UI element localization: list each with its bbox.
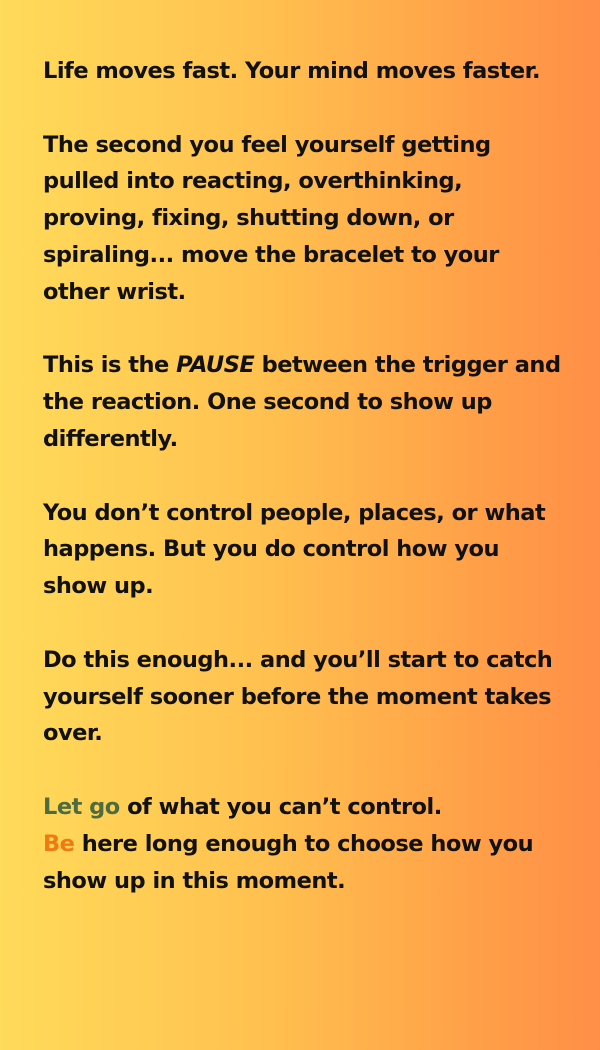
pause-rest-text: between the trigger and the reaction. One second to show up differently. bbox=[43, 352, 561, 452]
pause-emphasis: PAUSE bbox=[176, 352, 255, 379]
be-rest-text: here long enough to choose how you show up in this moment. bbox=[43, 830, 534, 894]
be-highlight: Be bbox=[43, 830, 75, 857]
pause-intro-text: This is the bbox=[43, 352, 177, 379]
paragraph-bracelet-instruction: The second you feel yourself getting pulled into reacting, overthinking, proving, fixing, shutting down, or spiraling... move the bracelet to your other wrist. bbox=[43, 131, 499, 305]
paragraph-let-go-be bbox=[43, 789, 563, 899]
let-go-rest-text: of what you can’t control. bbox=[119, 793, 442, 820]
message-card bbox=[43, 53, 563, 899]
paragraph-practice: Do this enough... and you’ll start to catch yourself sooner before the moment takes over. bbox=[43, 646, 553, 747]
paragraph-pause bbox=[43, 347, 563, 457]
let-go-highlight: Let go bbox=[43, 793, 120, 820]
paragraph-life-moves-fast: Life moves fast. Your mind moves faster. bbox=[43, 58, 541, 84]
paragraph-control: You don’t control people, places, or what happens. But you do control how you show up. bbox=[43, 499, 546, 600]
